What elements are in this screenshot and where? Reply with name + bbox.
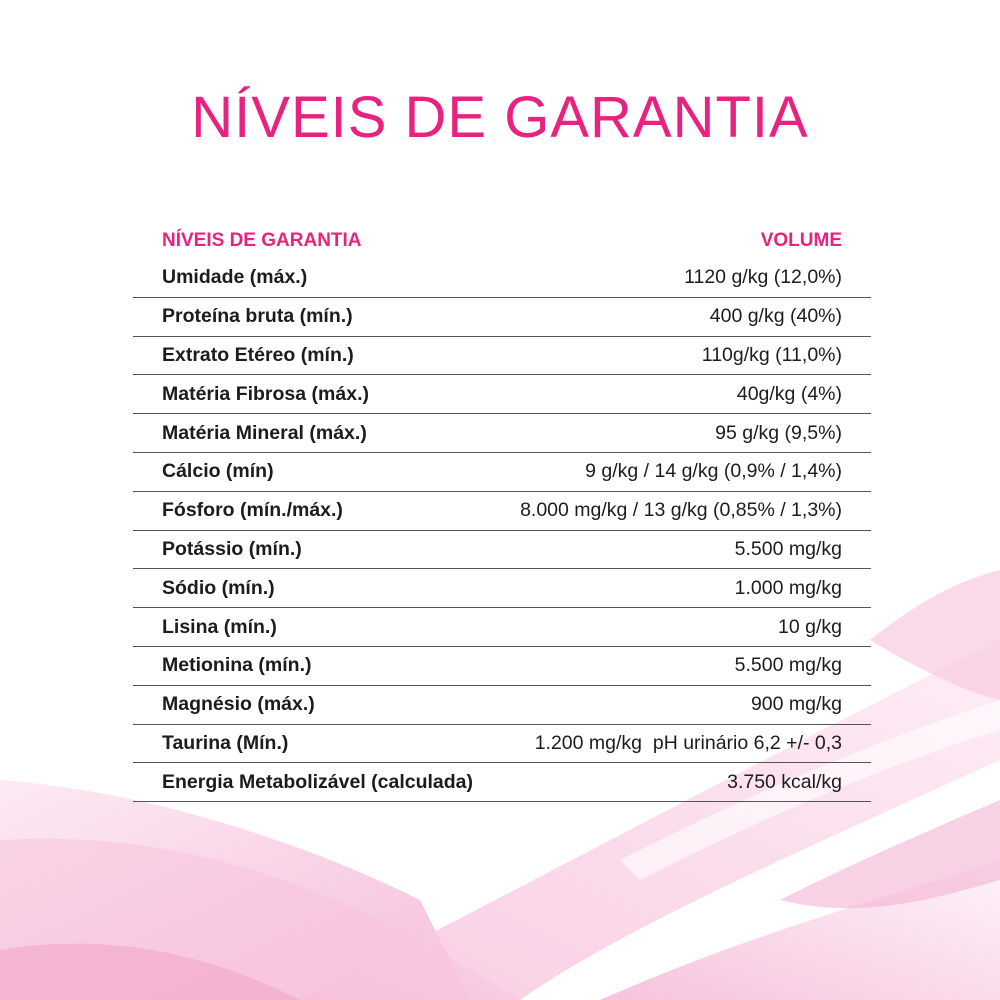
header-levels: NÍVEIS DE GARANTIA	[162, 229, 362, 251]
row-label: Extrato Etéreo (mín.)	[162, 343, 354, 366]
row-value: 1.000 mg/kg	[734, 576, 842, 599]
table-row	[133, 569, 871, 608]
row-value: 110g/kg (11,0%)	[701, 343, 842, 366]
row-value: 10 g/kg	[778, 615, 842, 638]
guarantee-levels-table	[133, 222, 871, 802]
row-value: 1120 g/kg (12,0%)	[684, 266, 842, 289]
row-value: 95 g/kg (9,5%)	[715, 421, 842, 444]
row-value: 40g/kg (4%)	[736, 382, 842, 405]
row-label: Fósforo (mín./máx.)	[162, 499, 343, 522]
row-label: Potássio (mín.)	[162, 537, 302, 560]
table-row	[133, 686, 871, 725]
table-row	[133, 763, 871, 802]
page-title: NÍVEIS DE GARANTIA	[191, 85, 809, 150]
row-value: 5.500 mg/kg	[734, 654, 842, 677]
table-row	[133, 531, 871, 570]
table-row	[133, 298, 871, 337]
row-value: 900 mg/kg	[750, 693, 842, 716]
row-value: 1.200 mg/kg pH urinário 6,2 +/- 0,3	[534, 731, 842, 754]
row-label: Sódio (mín.)	[162, 576, 275, 599]
row-value: 5.500 mg/kg	[734, 537, 842, 560]
row-label: Proteína bruta (mín.)	[162, 305, 353, 328]
table-row	[133, 492, 871, 531]
row-label: Matéria Mineral (máx.)	[162, 421, 367, 444]
table-row	[133, 375, 871, 414]
table-row	[133, 337, 871, 376]
row-label: Cálcio (mín)	[162, 460, 274, 483]
table-row	[133, 725, 871, 764]
row-label: Magnésio (máx.)	[162, 693, 315, 716]
table-row	[133, 608, 871, 647]
header-volume: VOLUME	[760, 229, 842, 251]
table-row	[133, 647, 871, 686]
row-label: Energia Metabolizável (calculada)	[162, 770, 474, 793]
row-label: Matéria Fibrosa (máx.)	[162, 382, 369, 405]
row-label: Umidade (máx.)	[162, 266, 308, 289]
row-value: 9 g/kg / 14 g/kg (0,9% / 1,4%)	[585, 460, 842, 483]
table-row	[133, 259, 871, 298]
row-label: Lisina (mín.)	[162, 615, 277, 638]
row-label: Taurina (Mín.)	[162, 731, 289, 754]
row-value: 400 g/kg (40%)	[709, 305, 842, 328]
table-row	[133, 453, 871, 492]
table-header	[133, 222, 871, 259]
row-label: Metionina (mín.)	[162, 654, 312, 677]
row-value: 8.000 mg/kg / 13 g/kg (0,85% / 1,3%)	[520, 499, 842, 522]
row-value: 3.750 kcal/kg	[727, 770, 842, 793]
table-row	[133, 414, 871, 453]
